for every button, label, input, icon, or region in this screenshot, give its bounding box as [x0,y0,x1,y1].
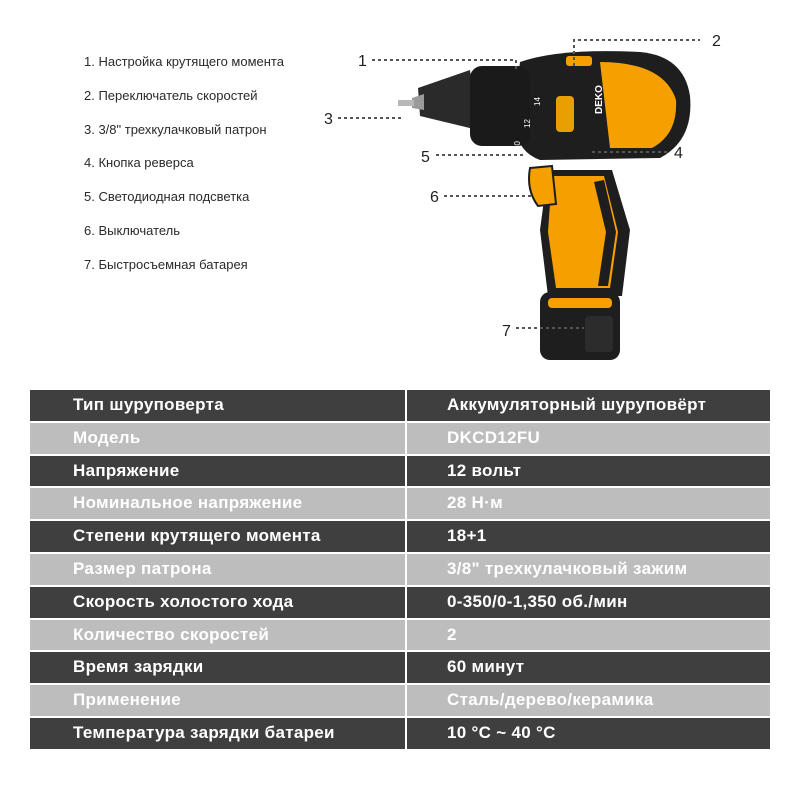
legend-item: 5. Светодиодная подсветка [84,189,250,205]
spec-value: 18+1 [405,521,770,552]
spec-row [30,652,770,685]
legend-item: 3. 3/8" трехкулачковый патрон [84,121,267,137]
spec-value: 12 вольт [405,456,770,487]
spec-value: 28 Н·м [405,488,770,519]
clutch-number: 10 [513,141,522,150]
callout-number: 1 [358,53,367,70]
callout-number: 6 [430,189,439,206]
spec-label: Применение [30,685,405,716]
spec-value: 60 минут [405,652,770,683]
spec-label: Тип шуруповерта [30,390,405,421]
spec-row [30,620,770,653]
spec-row [30,685,770,718]
spec-value: 10 °C ~ 40 °C [405,718,770,749]
drill-illustration [0,0,800,380]
legend-item: 4. Кнопка реверса [84,155,194,171]
callout-number: 5 [421,149,430,166]
spec-row [30,390,770,423]
spec-value: 0-350/0-1,350 об./мин [405,587,770,618]
spec-row [30,456,770,489]
chuck-illustration [398,66,530,146]
spec-label: Номинальное напряжение [30,488,405,519]
spec-label: Количество скоростей [30,620,405,651]
spec-table [30,390,770,751]
battery-illustration [540,292,620,360]
callout-number: 2 [712,33,721,50]
legend-item: 6. Выключатель [84,222,181,238]
spec-value: 3/8" трехкулачковый зажим [405,554,770,585]
spec-value: 2 [405,620,770,651]
callout-number: 3 [324,111,333,128]
spec-label: Напряжение [30,456,405,487]
spec-row [30,488,770,521]
spec-label: Модель [30,423,405,454]
callout-number: 7 [502,323,511,340]
trigger-illustration [529,166,556,206]
spec-value: DKCD12FU [405,423,770,454]
callout-number: 4 [674,145,683,162]
spec-row [30,521,770,554]
legend-item: 1. Настройка крутящего момента [84,54,284,69]
spec-row [30,554,770,587]
spec-label: Скорость холостого хода [30,587,405,618]
legend-item: 7. Быстросъемная батарея [84,256,248,272]
spec-label: Температура зарядки батареи [30,718,405,749]
spec-value: Сталь/дерево/керамика [405,685,770,716]
brand-label: DEKO [594,85,605,114]
spec-value: Аккумуляторный шуруповёрт [405,390,770,421]
clutch-number: 14 [533,97,542,106]
spec-row [30,423,770,456]
spec-label: Время зарядки [30,652,405,683]
spec-label: Степени крутящего момента [30,521,405,552]
spec-row [30,718,770,751]
spec-row [30,587,770,620]
spec-label: Размер патрона [30,554,405,585]
legend-item: 2. Переключатель скоростей [84,87,258,103]
clutch-number: 12 [523,119,532,128]
